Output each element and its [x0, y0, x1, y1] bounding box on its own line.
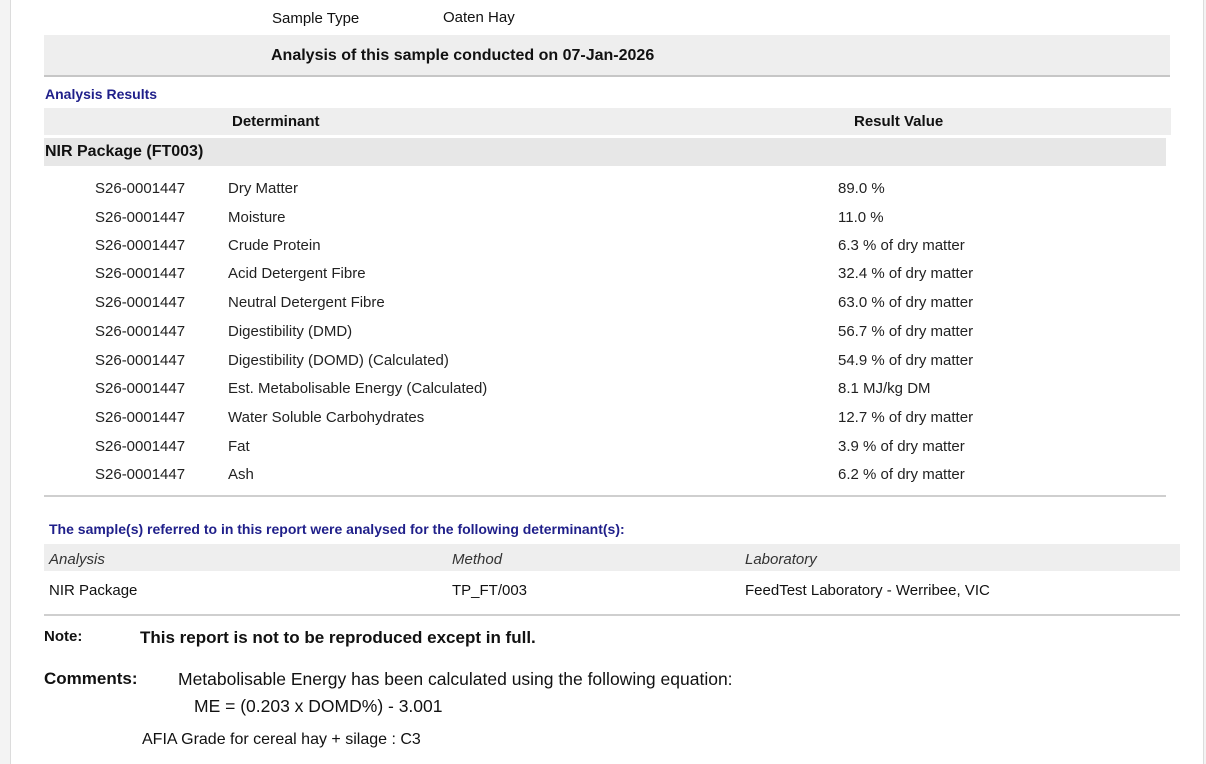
table-row: [11, 294, 1203, 322]
determinant-column-header: Determinant: [232, 113, 320, 130]
note-label: Note:: [44, 628, 83, 645]
determinant-name: Ash: [228, 466, 254, 483]
sample-id: S26-0001447: [95, 409, 186, 426]
sample-id: S26-0001447: [95, 323, 186, 340]
table-row: [11, 323, 1203, 351]
comments-equation: ME = (0.203 x DOMD%) - 3.001: [194, 696, 443, 716]
table-row: [11, 380, 1203, 408]
sample-id: S26-0001447: [95, 209, 186, 226]
determinant-name: Crude Protein: [228, 237, 321, 254]
divider: [44, 614, 1180, 616]
result-value: 56.7 % of dry matter: [838, 323, 974, 340]
determinant-name: Digestibility (DOMD) (Calculated): [228, 352, 449, 369]
note-text: This report is not to be reproduced except in full.: [140, 628, 536, 647]
report-page: [10, 0, 1204, 764]
result-value: 3.9 % of dry matter: [838, 438, 965, 455]
analysis-results-title: Analysis Results: [45, 86, 158, 102]
determinant-name: Moisture: [228, 209, 286, 226]
result-value: 63.0 % of dry matter: [838, 294, 974, 311]
determinant-name: Acid Detergent Fibre: [228, 265, 366, 282]
determinant-name: Neutral Detergent Fibre: [228, 294, 385, 311]
table-row: [11, 180, 1203, 208]
table-row: [11, 352, 1203, 380]
divider: [44, 495, 1166, 497]
result-value-column-header: Result Value: [854, 113, 944, 130]
comments-line-1: Metabolisable Energy has been calculated using the following equation:: [178, 669, 733, 689]
result-value: 12.7 % of dry matter: [838, 409, 974, 426]
determinant-name: Digestibility (DMD): [228, 323, 353, 340]
result-value: 32.4 % of dry matter: [838, 265, 974, 282]
result-value: 6.2 % of dry matter: [838, 466, 965, 483]
result-value: 8.1 MJ/kg DM: [838, 380, 931, 397]
sample-id: S26-0001447: [95, 180, 186, 197]
analysis-date-text: Analysis of this sample conducted on 07-Jan-2026: [271, 47, 655, 64]
analysis-column-header: Analysis: [49, 551, 105, 568]
sample-id: S26-0001447: [95, 380, 186, 397]
determinant-name: Water Soluble Carbohydrates: [228, 409, 425, 426]
determinants-column-header: [44, 544, 1180, 571]
result-value: 89.0 %: [838, 180, 885, 197]
result-value: 54.9 % of dry matter: [838, 352, 974, 369]
sample-id: S26-0001447: [95, 237, 186, 254]
sample-id: S26-0001447: [95, 466, 186, 483]
laboratory-column-header: Laboratory: [745, 551, 817, 568]
result-value: 6.3 % of dry matter: [838, 237, 965, 254]
table-row: [11, 466, 1203, 494]
determinant-name: Dry Matter: [228, 180, 299, 197]
sample-type-label: Sample Type: [272, 10, 360, 27]
sample-id: S26-0001447: [95, 265, 186, 282]
analysis-name: NIR Package: [49, 582, 138, 599]
laboratory-name: FeedTest Laboratory - Werribee, VIC: [745, 582, 990, 599]
sample-id: S26-0001447: [95, 438, 186, 455]
method-column-header: Method: [452, 551, 503, 568]
method-code: TP_FT/003: [452, 582, 528, 599]
table-row: [11, 237, 1203, 265]
result-value: 11.0 %: [838, 209, 884, 226]
results-column-header: [44, 108, 1171, 135]
table-row: [11, 438, 1203, 466]
package-header: [44, 138, 1166, 166]
sample-id: S26-0001447: [95, 294, 186, 311]
afia-grade: AFIA Grade for cereal hay + silage : C3: [142, 731, 421, 748]
determinant-name: Est. Metabolisable Energy (Calculated): [228, 380, 488, 397]
comments-label: Comments:: [44, 669, 138, 688]
package-title: NIR Package (FT003): [45, 143, 204, 160]
determinant-name: Fat: [228, 438, 250, 455]
sample-id: S26-0001447: [95, 352, 186, 369]
table-row: [11, 409, 1203, 437]
analysis-date-banner: [44, 35, 1170, 77]
table-row: [11, 209, 1203, 237]
determinants-title: The sample(s) referred to in this report were analysed for the following determinant(s):: [49, 521, 625, 537]
sample-type-value: Oaten Hay: [443, 9, 515, 26]
table-row: [11, 265, 1203, 293]
